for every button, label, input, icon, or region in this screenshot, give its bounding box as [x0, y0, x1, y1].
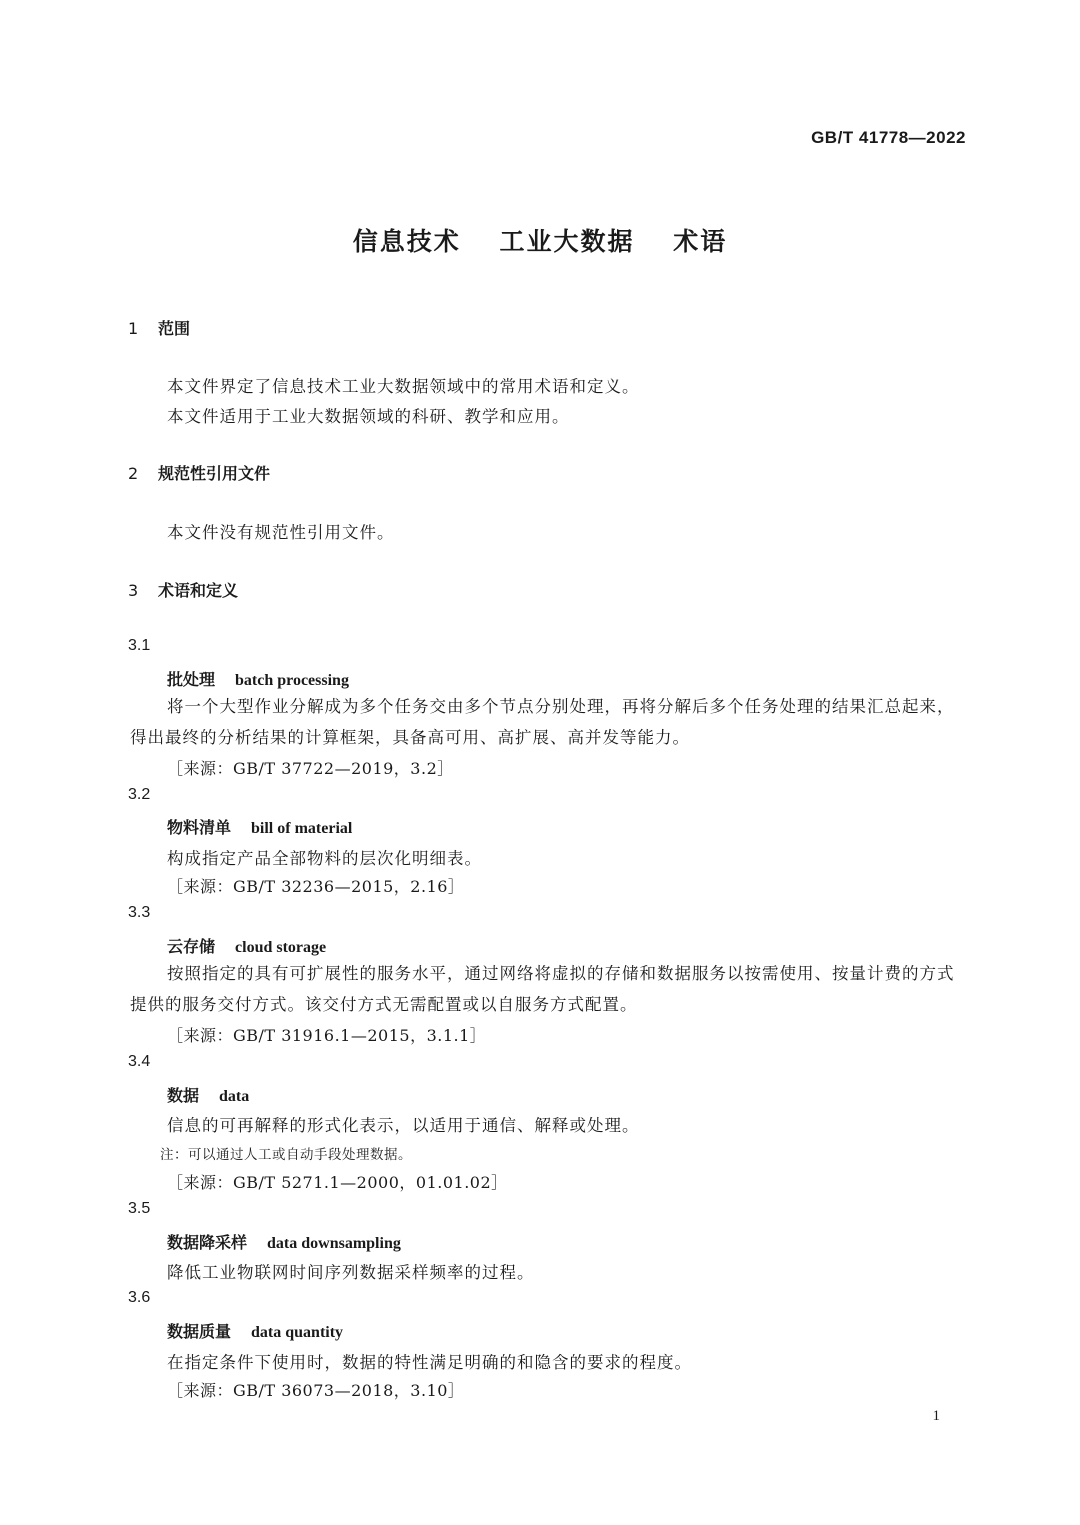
title-part-3: 术语 — [673, 227, 728, 256]
section-3-heading — [128, 578, 238, 601]
term-heading — [167, 1083, 249, 1106]
term-number: 3.4 — [128, 1053, 151, 1070]
term-en: cloud storage — [235, 939, 327, 956]
section-1-paragraph-2: 本文件适用于工业大数据领域的科研、教学和应用。 — [167, 407, 570, 426]
standard-number: GB/T 41778—2022 — [811, 128, 966, 147]
term-definition: 信息的可再解释的形式化表示，以适用于通信、解释或处理。 — [167, 1116, 640, 1135]
section-2-number: 2 — [128, 464, 139, 483]
term-source: ［来源：GB/T 32236—2015，2.16］ — [167, 877, 465, 896]
term-zh: 物料清单 — [167, 818, 232, 837]
term-zh: 数据降采样 — [167, 1233, 248, 1252]
term-definition: 降低工业物联网时间序列数据采样频率的过程。 — [167, 1263, 535, 1282]
section-2-paragraph-1: 本文件没有规范性引用文件。 — [167, 523, 395, 542]
term-source: ［来源：GB/T 36073—2018，3.10］ — [167, 1381, 465, 1400]
section-1-paragraph-1: 本文件界定了信息技术工业大数据领域中的常用术语和定义。 — [167, 377, 640, 396]
section-3-number: 3 — [128, 581, 139, 600]
section-2-title: 规范性引用文件 — [158, 464, 271, 483]
section-1-heading — [128, 316, 190, 339]
page-number: 1 — [932, 1408, 940, 1424]
term-heading — [167, 667, 349, 690]
title-part-1: 信息技术 — [352, 227, 461, 256]
term-en: data quantity — [251, 1324, 344, 1341]
term-zh: 批处理 — [167, 670, 216, 689]
term-note: 注：可以通过人工或自动手段处理数据。 — [160, 1147, 412, 1163]
document-title — [0, 222, 1080, 258]
term-number: 3.2 — [128, 786, 151, 803]
term-number: 3.3 — [128, 904, 151, 921]
term-source: ［来源：GB/T 5271.1—2000，01.01.02］ — [167, 1173, 508, 1192]
term-source: ［来源：GB/T 31916.1—2015，3.1.1］ — [167, 1026, 487, 1045]
term-heading — [167, 934, 326, 957]
term-zh: 云存储 — [167, 937, 216, 956]
term-heading — [167, 815, 352, 838]
section-1-title: 范围 — [158, 319, 191, 338]
term-definition: 按照指定的具有可扩展性的服务水平，通过网络将虚拟的存储和数据服务以按需使用、按量计费的方式提供的服务交付方式。该交付方式无需配置或以自服务方式配置。 — [130, 964, 955, 1014]
term-number: 3.5 — [128, 1200, 151, 1217]
term-en: data — [219, 1088, 250, 1105]
term-zh: 数据质量 — [167, 1322, 232, 1341]
title-part-2: 工业大数据 — [499, 227, 635, 256]
term-source: ［来源：GB/T 37722—2019，3.2］ — [167, 759, 454, 778]
term-definition: 构成指定产品全部物料的层次化明细表。 — [167, 849, 482, 868]
term-heading — [167, 1230, 401, 1253]
section-2-heading — [128, 461, 270, 484]
term-definition: 在指定条件下使用时，数据的特性满足明确的和隐含的要求的程度。 — [167, 1353, 692, 1372]
term-en: data downsampling — [267, 1235, 401, 1252]
term-definition: 将一个大型作业分解成为多个任务交由多个节点分别处理，再将分解后多个任务处理的结果汇总起来，得出最终的分析结果的计算框架，具备高可用、高扩展、高并发等能力。 — [130, 697, 955, 747]
section-3-title: 术语和定义 — [158, 581, 239, 600]
term-en: batch processing — [235, 672, 349, 689]
section-1-number: 1 — [128, 319, 139, 338]
term-en: bill of material — [251, 820, 353, 837]
term-zh: 数据 — [167, 1086, 200, 1105]
term-heading — [167, 1319, 343, 1342]
term-number: 3.1 — [128, 637, 151, 654]
term-number: 3.6 — [128, 1289, 151, 1306]
